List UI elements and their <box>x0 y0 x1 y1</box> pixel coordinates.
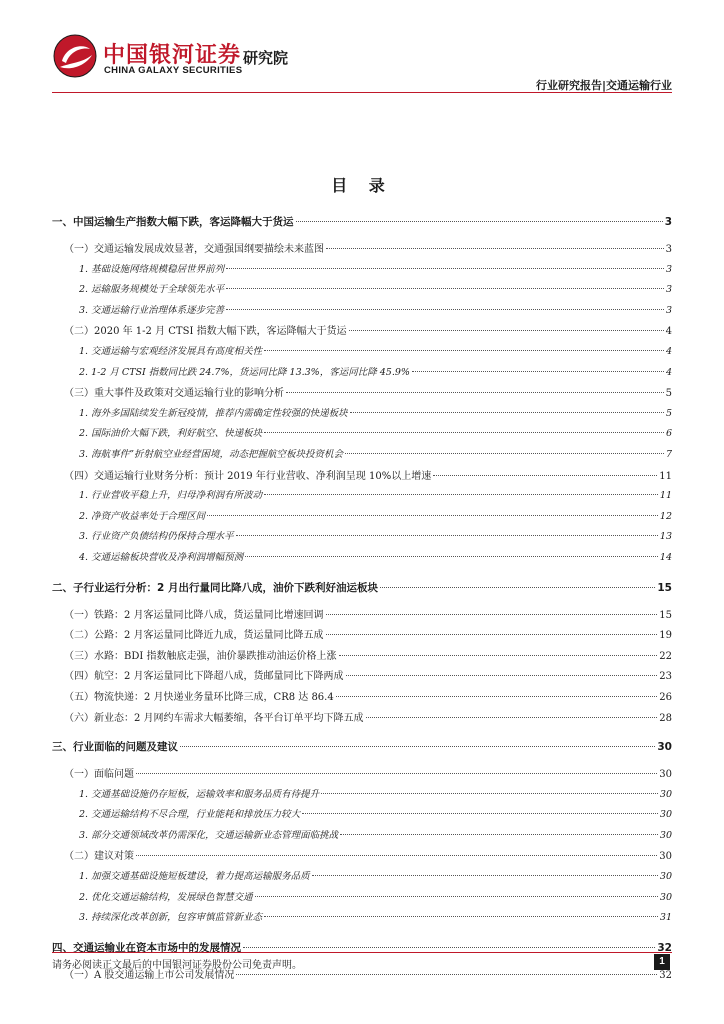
toc-entry-page: 5 <box>665 407 672 419</box>
toc-leader-dots <box>433 475 657 476</box>
toc-entry-page: 30 <box>659 769 672 780</box>
toc-entry[interactable] <box>79 508 672 522</box>
toc-leader-dots <box>180 746 655 747</box>
toc-entry-page: 30 <box>659 829 672 841</box>
toc-entry-page: 32 <box>657 941 672 954</box>
footer-disclaimer: 请务必阅读正文最后的中国银河证券股份公司免责声明。 <box>52 960 302 971</box>
toc-entry-page: 23 <box>659 671 672 683</box>
toc-entry[interactable] <box>52 214 672 229</box>
toc-entry-title: 1. 加强交通基础设施短板建设，着力提高运输服务品质 <box>79 871 310 882</box>
toc-entry-page: 12 <box>659 510 672 522</box>
toc-entry[interactable] <box>64 384 672 399</box>
toc-entry-title: 2. 交通运输结构不尽合理，行业能耗和排放压力较大 <box>79 809 301 821</box>
toc-leader-dots <box>226 268 664 269</box>
toc-entry-page: 3 <box>665 244 672 255</box>
toc-leader-dots <box>264 350 664 351</box>
toc-leader-dots <box>226 288 664 289</box>
toc-entry-title: 二、子行业运行分析：2 月出行量同比降八成，油价下跌利好油运板块 <box>52 581 378 594</box>
toc-entry-page: 3 <box>665 304 672 316</box>
toc-entry-title: 2. 国际油价大幅下跌，利好航空、快递板块 <box>79 428 263 440</box>
toc-entry[interactable] <box>64 647 672 662</box>
toc-entry-page: 14 <box>659 552 672 563</box>
toc-entry-page: 15 <box>659 609 672 621</box>
toc-entry-page: 30 <box>659 788 672 800</box>
toc-entry[interactable] <box>79 446 672 460</box>
toc-entry-title: （二）2020 年 1-2 月 CTSI 指数大幅下跌，客运降幅大于货运 <box>64 326 347 338</box>
toc-entry-title: （二）公路：2 月客运量同比降近九成，货运量同比降五成 <box>64 630 324 642</box>
toc-entry-title: （四）交通运输行业财务分析：预计 2019 年行业营收、净利润呈现 10%以上增速 <box>64 470 432 482</box>
toc-leader-dots <box>243 947 655 948</box>
toc-leader-dots <box>336 696 658 697</box>
toc-leader-dots <box>326 634 658 635</box>
toc-entry[interactable] <box>79 827 672 841</box>
toc-leader-dots <box>349 330 664 331</box>
toc-entry[interactable] <box>79 261 672 275</box>
report-type-label: 行业研究报告|交通运输行业 <box>535 79 672 92</box>
toc-entry[interactable] <box>79 281 672 295</box>
toc-entry-title: （五）物流快递：2 月快递业务量环比降三成，CR8 达 86.4 <box>64 691 334 703</box>
toc-entry[interactable] <box>64 709 672 724</box>
toc-entry-page: 30 <box>659 891 672 903</box>
toc-leader-dots <box>350 412 664 413</box>
toc-entry[interactable] <box>52 580 672 595</box>
toc-entry[interactable] <box>79 302 672 316</box>
toc-leader-dots <box>236 535 658 536</box>
toc-entry[interactable] <box>64 688 672 703</box>
toc-entry-page: 4 <box>665 326 672 338</box>
toc-entry[interactable] <box>64 765 672 780</box>
toc-entry-page: 11 <box>659 490 672 502</box>
toc-entry-title: 2. 运输服务规模处于全球领先水平 <box>79 284 225 296</box>
toc-entry[interactable] <box>79 549 672 563</box>
toc-entry-page: 4 <box>665 366 672 378</box>
toc-entry[interactable] <box>79 425 672 439</box>
toc-entry-title: （三）重大事件及政策对交通运输行业的影响分析 <box>64 388 284 400</box>
toc-leader-dots <box>380 587 655 588</box>
toc-entry-title: 3. 部分交通领域改革仍需深化，交通运输新业态管理面临挑战 <box>79 829 339 841</box>
footer-divider <box>52 952 672 953</box>
toc-entry-page: 4 <box>665 346 672 357</box>
page-number: 1 <box>654 954 670 970</box>
toc-entry-title: 一、中国运输生产指数大幅下跌，客运降幅大于货运 <box>52 216 294 228</box>
toc-leader-dots <box>226 309 664 310</box>
toc-leader-dots <box>326 248 664 249</box>
toc-leader-dots <box>264 494 658 495</box>
toc-entry-title: 1. 基础设施网络规模稳居世界前列 <box>79 263 225 275</box>
toc-entry-page: 22 <box>659 650 672 662</box>
toc-entry[interactable] <box>64 240 672 255</box>
logo-english-name: CHINA GALAXY SECURITIES <box>104 65 243 76</box>
toc-leader-dots <box>136 855 657 856</box>
toc-entry-title: 1. 交通运输与宏观经济发展具有高度相关性 <box>79 346 263 357</box>
toc-leader-dots <box>296 221 663 222</box>
toc-entry-page: 30 <box>657 741 672 753</box>
toc-entry-title: （三）水路：BDI 指数触底走强，油价暴跌推动油运价格上涨 <box>64 650 337 662</box>
toc-leader-dots <box>340 834 658 835</box>
toc-entry-page: 19 <box>659 630 672 642</box>
toc-entry[interactable] <box>64 606 672 621</box>
page-header <box>0 0 724 100</box>
toc-title: 目 录 <box>331 176 393 195</box>
toc-leader-dots <box>345 453 664 454</box>
toc-leader-dots <box>136 773 657 774</box>
toc-entry-page: 31 <box>659 912 672 924</box>
toc-entry-title: 3. 行业资产负债结构仍保持合理水平 <box>79 531 234 543</box>
toc-entry[interactable] <box>79 889 672 903</box>
toc-entry[interactable] <box>79 364 672 378</box>
toc-entry-title: （二）建议对策 <box>64 851 134 863</box>
toc-entry-page: 3 <box>664 216 672 228</box>
toc-entry-page: 7 <box>665 449 672 460</box>
toc-entry[interactable] <box>79 868 672 882</box>
toc-entry-title: （四）航空：2 月客运量同比下降超八成，货邮量同比下降两成 <box>64 671 344 683</box>
toc-leader-dots <box>255 896 658 897</box>
toc-entry-title: 四、交通运输业在资本市场中的发展情况 <box>52 941 241 954</box>
toc-entry[interactable] <box>79 405 672 419</box>
toc-leader-dots <box>236 974 657 975</box>
toc-entry-title: 1. 海外多国陆续发生新冠疫情，推荐内需确定性较强的快递板块 <box>79 407 348 419</box>
toc-entry[interactable] <box>79 786 672 800</box>
toc-leader-dots <box>412 371 664 372</box>
toc-entry-page: 28 <box>659 712 672 724</box>
toc-entry[interactable] <box>64 847 672 862</box>
toc-entry-page: 13 <box>659 531 672 543</box>
toc-leader-dots <box>264 916 658 917</box>
toc-leader-dots <box>366 717 658 718</box>
toc-leader-dots <box>346 675 658 676</box>
toc-entry-title: （六）新业态：2 月网约车需求大幅萎缩，各平台订单平均下降五成 <box>64 712 364 724</box>
toc-leader-dots <box>245 556 658 557</box>
toc-entry[interactable] <box>64 667 672 682</box>
galaxy-logo-icon <box>52 33 98 79</box>
toc-entry-title: 1. 行业营收平稳上升，归母净利润有所波动 <box>79 490 263 502</box>
toc-entry-title: 2. 净资产收益率处于合理区间 <box>79 510 206 522</box>
toc-entry[interactable] <box>64 322 672 337</box>
toc-entry[interactable] <box>79 343 672 357</box>
toc-entry-title: （一）铁路：2 月客运量同比降八成，货运量同比增速回调 <box>64 609 324 621</box>
toc-leader-dots <box>286 392 664 393</box>
toc-entry[interactable] <box>79 487 672 501</box>
toc-entry-page: 11 <box>659 470 672 482</box>
toc-leader-dots <box>207 515 658 516</box>
toc-leader-dots <box>321 793 658 794</box>
toc-entry-title: （一）面临问题 <box>64 769 134 780</box>
toc-entry-page: 26 <box>659 691 672 703</box>
toc-entry-title: 3. 海航事件”折射航空业经营困境，动态把握航空板块投资机会 <box>79 449 343 460</box>
toc-entry-title: 3. 持续深化改革创新，包容审慎监管新业态 <box>79 912 263 924</box>
institute-label: 研究院 <box>243 49 289 67</box>
toc-entry-title: （一）交通运输发展成效显著，交通强国纲要描绘未来蓝图 <box>64 244 324 255</box>
toc-entry-title: 三、行业面临的问题及建议 <box>52 741 178 753</box>
toc-entry-title: 1. 交通基础设施仍存短板，运输效率和服务品质有待提升 <box>79 788 320 800</box>
toc-entry[interactable] <box>52 739 672 754</box>
toc-entry-page: 5 <box>665 388 672 400</box>
toc-entry-title: 2. 优化交通运输结构，发展绿色智慧交通 <box>79 891 253 903</box>
toc-entry-page: 15 <box>657 581 672 594</box>
toc-entry-page: 30 <box>659 871 672 882</box>
toc-entry-page: 30 <box>659 809 672 821</box>
toc-entry[interactable] <box>79 909 672 923</box>
toc-leader-dots <box>339 655 658 656</box>
toc-entry-page: 32 <box>659 969 672 981</box>
header-divider <box>52 92 672 93</box>
toc-entry-page: 6 <box>665 428 672 440</box>
logo-chinese-name: 中国银河证券 <box>103 43 242 68</box>
toc-leader-dots <box>264 432 664 433</box>
toc-entry-page: 3 <box>665 284 672 296</box>
toc-entry[interactable] <box>79 806 672 820</box>
toc-entry[interactable] <box>64 467 672 482</box>
toc-entry-page: 3 <box>665 263 672 275</box>
toc-leader-dots <box>312 875 658 876</box>
toc-entry-title: （一）A 股交通运输上市公司发展情况 <box>64 969 235 981</box>
toc-entry-title: 4. 交通运输板块营收及净利润增幅预测 <box>79 552 244 563</box>
toc-entry-title: 3. 交通运输行业治理体系逐步完善 <box>79 304 225 316</box>
toc-entry-title: 2. 1-2 月 CTSI 指数同比跌 24.7%，货运同比降 13.3%，客运同比降 45.9% <box>79 366 410 378</box>
toc-leader-dots <box>302 813 658 814</box>
toc-entry[interactable] <box>64 626 672 641</box>
toc-leader-dots <box>326 614 658 615</box>
toc-entry[interactable] <box>79 528 672 542</box>
toc-entry-page: 30 <box>659 851 672 863</box>
